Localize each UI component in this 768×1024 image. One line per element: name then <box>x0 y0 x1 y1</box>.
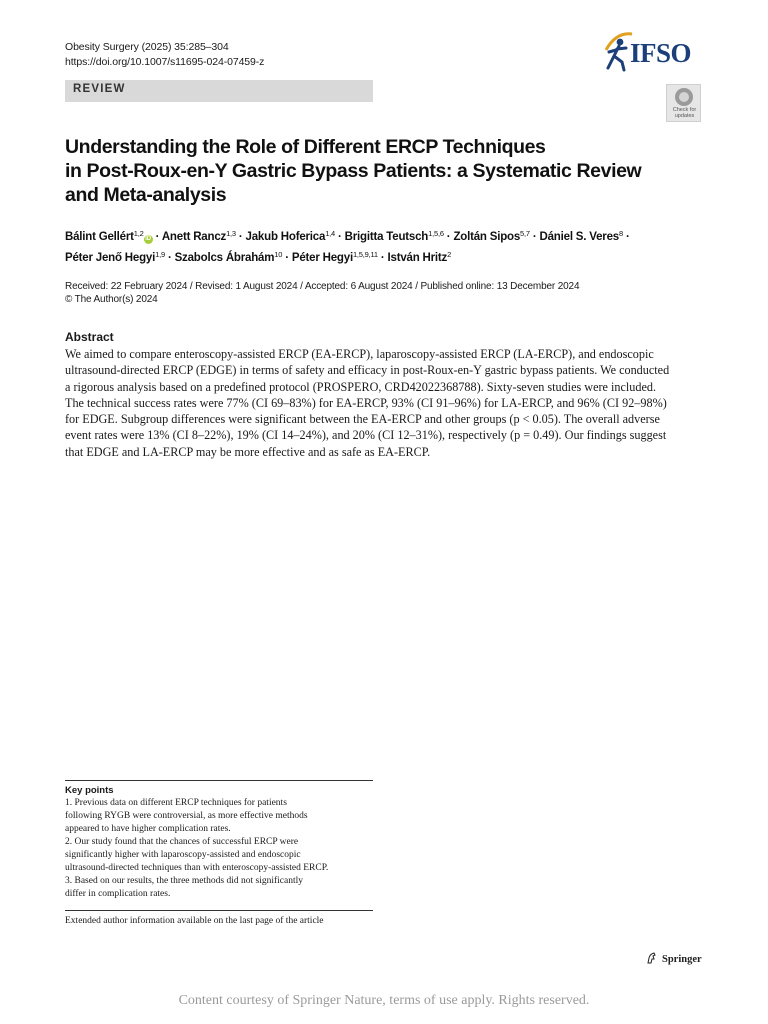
author-name[interactable]: Jakub Hoferica <box>245 231 326 243</box>
history-dates: Received: 22 February 2024 / Revised: 1 August 2024 / Accepted: 6 August 2024 / Published online: 13 December 2024 <box>65 281 580 292</box>
author-name[interactable]: Zoltán Sipos <box>453 231 521 243</box>
publication-history <box>65 280 715 306</box>
keypoints-divider-top <box>65 780 373 781</box>
title-line: and Meta-analysis <box>65 184 227 206</box>
title-line: Understanding the Role of Different ERCP Techniques <box>65 136 546 158</box>
abstract-line: The technical success rates were 77% (CI 69–83%) for EA-ERCP, 93% (CI 91–96%) for LA-ERCP, and 96% (CI 92–98%) <box>65 395 667 410</box>
abstract-line: for EDGE. Subgroup differences were significant between the EA-ERCP and other groups (p < 0.05). The overall adverse <box>65 412 660 427</box>
abstract-line: ultrasound-directed ERCP (EDGE) in terms of safety and efficacy in post-Roux-en-Y gastric bypass patients. We conducted <box>65 363 670 378</box>
doi-link[interactable]: https://doi.org/10.1007/s11695-024-07459-z <box>65 56 265 68</box>
orcid-icon[interactable]: iD <box>145 236 151 242</box>
key-points-heading: Key points <box>65 785 114 796</box>
publisher-name: Springer <box>662 954 702 965</box>
journal-citation: Obesity Surgery (2025) 35:285–304 <box>65 41 229 53</box>
author-name[interactable]: Péter Jenő Hegyi <box>65 252 156 264</box>
key-point-line: differ in complication rates. <box>65 889 171 899</box>
abstract-line: a rigorous analysis based on a predefined protocol (PROSPERO, CRD42022368788). Sixty-seven studies were included. <box>65 379 657 394</box>
author-name[interactable]: Brigitta Teutsch <box>344 231 429 243</box>
key-point-line: 1. Previous data on different ERCP techniques for patients <box>65 798 287 808</box>
key-point-line: ultrasound-directed techniques than with enteroscopy-assisted ERCP. <box>65 863 329 873</box>
ifso-logo[interactable] <box>600 28 704 74</box>
key-point-line: following RYGB were controversial, as more effective methods <box>65 811 308 821</box>
author-line-1: Bálint Gellért$^{1,2}$iD · Anett Rancz$^{1,3}$ · Jakub Hoferica$^{1,4}$ · Brigitta Teutsch$^{1,5,6}$ · Zoltán Sipos$^{5,7}$ · Dániel S. Veres$^8$ · <box>65 229 630 243</box>
title-line: in Post-Roux-en-Y Gastric Bypass Patients: a Systematic Review <box>65 160 642 182</box>
check-for-updates-badge[interactable]: Check for updates <box>666 84 701 122</box>
update-icon <box>675 88 693 106</box>
publisher-logo[interactable] <box>646 952 702 965</box>
springer-horse-icon <box>646 952 658 964</box>
author-name[interactable]: Bálint Gellért <box>65 231 134 243</box>
keypoints-divider-bottom <box>65 910 373 911</box>
extended-author-info: Extended author information available on the last page of the article <box>65 916 324 926</box>
article-type-band <box>65 80 373 102</box>
key-point-line: significantly higher with laparoscopy-assisted and endoscopic <box>65 850 301 860</box>
abstract-line: that EDGE and LA-ERCP may be more effective and as safe as EA-ERCP. <box>65 444 431 459</box>
ifso-figure-icon <box>600 28 634 74</box>
author-list <box>65 225 715 267</box>
key-point-line: 3. Based on our results, the three methods did not significantly <box>65 876 303 886</box>
author-name[interactable]: Péter Hegyi <box>291 252 353 264</box>
abstract-body <box>65 346 703 460</box>
copyright: © The Author(s) 2024 <box>65 294 158 305</box>
article-type-label: REVIEW <box>73 83 126 95</box>
author-name[interactable]: Anett Rancz <box>161 231 227 243</box>
author-name[interactable]: István Hritz <box>387 252 448 264</box>
logo-text: IFSO <box>630 38 692 68</box>
author-name[interactable]: Dániel S. Veres <box>539 231 619 243</box>
abstract-heading: Abstract <box>65 330 114 344</box>
key-points <box>65 784 375 901</box>
author-name[interactable]: Szabolcs Ábrahám <box>174 252 275 264</box>
key-point-line: 2. Our study found that the chances of successful ERCP were <box>65 837 299 847</box>
courtesy-notice: Content courtesy of Springer Nature, terms of use apply. Rights reserved. <box>178 993 590 1008</box>
article-title <box>65 135 642 207</box>
author-line-2: Péter Jenő Hegyi$^{1,9}$ · Szabolcs Ábrahám$^{10}$ · Péter Hegyi$^{1,5,9,11}$ · István Hritz$^2$ <box>65 250 452 264</box>
key-point-line: appeared to have higher complication rates. <box>65 824 231 834</box>
abstract-line: event rates were 13% (CI 8–22%), 19% (CI 14–24%), and 20% (CI 12–31%), respectively (p = 0.49). Our findings suggest <box>65 428 667 443</box>
abstract-line: We aimed to compare enteroscopy-assisted ERCP (EA-ERCP), laparoscopy-assisted ERCP (LA-ERCP), and endoscopic <box>65 347 654 361</box>
